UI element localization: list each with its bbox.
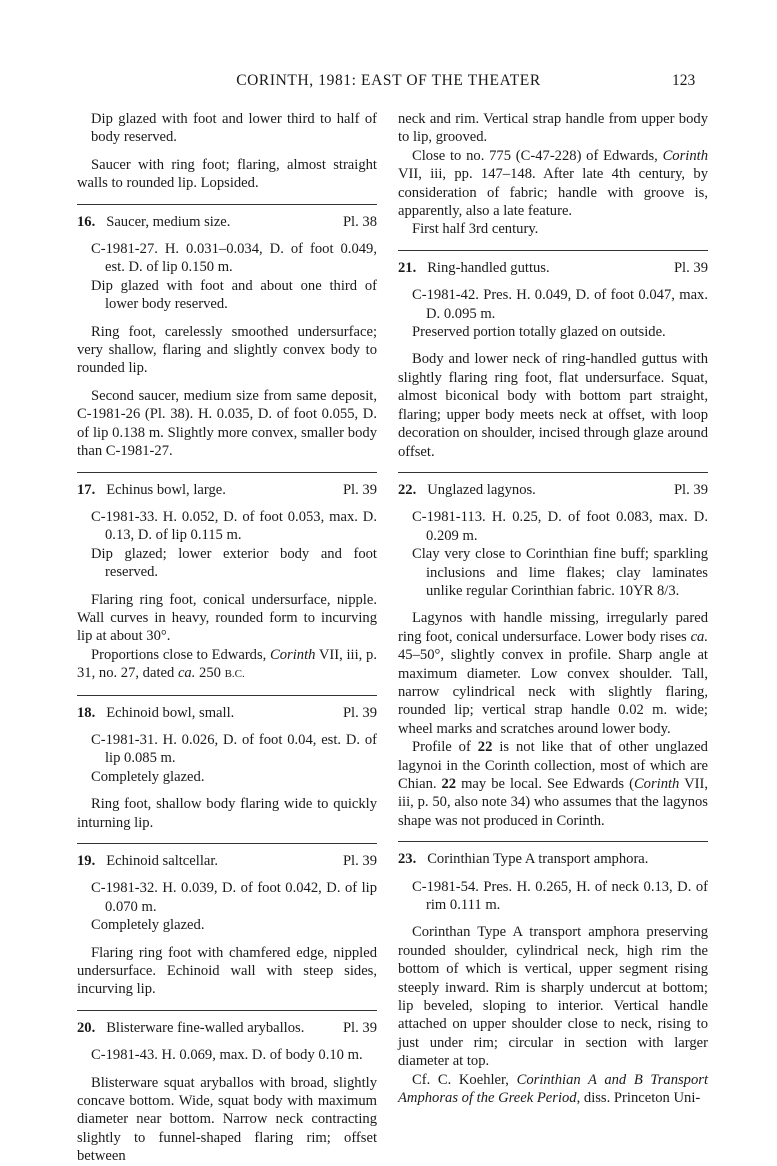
- entry-divider: [398, 841, 708, 842]
- entry-20-description-continued: neck and rim. Vertical strap handle from upper body to lip, grooved.: [398, 111, 708, 146]
- entry-20-description: Blisterware squat aryballos with broad, slightly concave bottom. Wide, squat body with maximum diameter near bottom. Narrow neck contracting slightly to funnel-shaped flaring rim; offset between: [77, 1074, 377, 1165]
- entry-19-description: Flaring ring foot with chamfered edge, nippled undersurface. Echinoid wall with steep sides, incurving lip.: [77, 944, 377, 998]
- entry-22-clay: Clay very close to Corinthian fine buff; sparkling inclusions and lime flakes; clay laminates unlike regular Corinthian fabric. 10YR 8/3.: [412, 546, 708, 599]
- entry-22-heading: [398, 481, 708, 499]
- entry-16-glaze: Dip glazed with foot and about one third of lower body reserved.: [91, 277, 377, 313]
- entry-18-description: Ring foot, shallow body flaring wide to quickly inturning lip.: [77, 796, 377, 831]
- entry-divider: [77, 695, 377, 696]
- entry-divider: [398, 250, 708, 251]
- entry-22-plate: Pl. 39: [673, 481, 708, 498]
- entry-21-plate: Pl. 39: [673, 259, 708, 276]
- entry-23-reference: Cf. C. Koehler, Corinthian A and B Transport Amphoras of the Greek Period, diss. Princeton Uni-: [398, 1071, 708, 1107]
- entry-16-measurements: C-1981-27. H. 0.031–0.034, D. of foot 0.049, est. D. of lip 0.150 m.: [91, 241, 377, 276]
- entry-20-title: Blisterware fine-walled aryballos.: [106, 1019, 305, 1036]
- entry-17-measurements: C-1981-33. H. 0.052, D. of foot 0.053, max. D. 0.13, D. of lip 0.115 m.: [91, 508, 377, 544]
- entry-18-heading: [77, 704, 377, 722]
- entry-divider: [398, 472, 708, 473]
- entry-17-plate: Pl. 39: [342, 481, 377, 498]
- entry-16-plate: Pl. 38: [342, 213, 377, 230]
- entry-16-description: Ring foot, carelessly smoothed undersurface; very shallow, flaring and slightly convex body to rounded lip.: [77, 323, 377, 377]
- entry-23-measurements: C-1981-54. Pres. H. 0.265, H. of neck 0.13, D. of rim 0.111 m.: [412, 878, 708, 914]
- page-number: 123: [672, 72, 696, 89]
- entry-divider: [77, 472, 377, 473]
- entry-23-description: Corinthan Type A transport amphora preserving rounded shoulder, cylindrical neck, high rim the bottom of which is vertical, upper segment rising steeply inward. Rim is sharply undercut at bottom; lip beveled, sloping to interior. Vertical handle attached on upper shoulder close to neck, rising to just under rim; circular in section with larger diameter at top.: [398, 924, 708, 1070]
- entry-20-heading: [77, 1019, 377, 1037]
- entry-21-glaze: Preserved portion totally glazed on outside.: [412, 324, 666, 341]
- entry-16-heading: [77, 213, 377, 231]
- entry-16-title: Saucer, medium size.: [106, 213, 231, 230]
- entry-20-reference: Close to no. 775 (C-47-228) of Edwards, Corinth VII, iii, pp. 147–148. After late 4th century, by consideration of fabric; handle with groove is, apparently, also a late feature.: [398, 147, 708, 220]
- right-column: [398, 110, 708, 1108]
- intro-glaze: Dip glazed with foot and lower third to half of body reserved.: [91, 111, 377, 146]
- entry-22-measurements: C-1981-113. H. 0.25, D. of foot 0.083, max. D. 0.209 m.: [412, 509, 708, 544]
- entry-18-glaze: Completely glazed.: [91, 768, 205, 785]
- entry-18-title: Echinoid bowl, small.: [106, 704, 235, 721]
- entry-20-measurements: C-1981-43. H. 0.069, max. D. of body 0.10 m.: [91, 1047, 363, 1064]
- entry-21-description: Body and lower neck of ring-handled guttus with slightly flaring ring foot, flat undersurface. Squat, almost biconical body with bottom part straight, flaring; upper body meets neck at offset, with loop decoration on shoulder, incised through glaze around offset.: [398, 351, 708, 460]
- entry-19-title: Echinoid saltcellar.: [106, 853, 219, 869]
- entry-17-heading: [77, 481, 377, 499]
- entry-divider: [77, 204, 377, 205]
- entry-17-title: Echinus bowl, large.: [106, 481, 226, 498]
- entry-19-number: 19.: [77, 853, 96, 869]
- entry-17-description: Flaring ring foot, conical undersurface, nipple. Wall curves in heavy, rounded form to incurving lip at about 30°.: [77, 591, 377, 645]
- entry-17-glaze: Dip glazed; lower exterior body and foot reserved.: [91, 545, 377, 581]
- entry-22-description: Lagynos with handle missing, irregularly pared ring foot, conical undersurface. Lower body rises ca. 45–50°, slightly convex in profile. Sharp angle at maximum diameter. Low convex shoulder. Tall, narrow cylindrical neck with slightly flaring, rounded lip; vertical strap handle 0.02 m. wide; wheel marks and scratches around lower body.: [398, 610, 708, 737]
- entry-20-date: First half 3rd century.: [412, 221, 539, 238]
- entry-23-title: Corinthian Type A transport amphora.: [427, 851, 649, 868]
- running-header: CORINTH, 1981: EAST OF THE THEATER: [236, 72, 541, 89]
- entry-21-measurements: C-1981-42. Pres. H. 0.049, D. of foot 0.047, max. D. 0.095 m.: [412, 287, 708, 322]
- entry-19-measurements: C-1981-32. H. 0.039, D. of foot 0.042, D. of lip 0.070 m.: [91, 880, 377, 915]
- entry-19-plate: Pl. 39: [342, 853, 377, 869]
- entry-21-heading: [398, 259, 708, 277]
- entry-17-reference: Proportions close to Edwards, Corinth VII, iii, p. 31, no. 27, dated ca. 250 B.C.: [77, 646, 377, 682]
- intro-description: Saucer with ring foot; flaring, almost straight walls to rounded lip. Lopsided.: [77, 156, 377, 192]
- entry-22-title: Unglazed lagynos.: [427, 481, 536, 498]
- entry-22-note: Profile of 22 is not like that of other unglazed lagynoi in the Corinth collection, most of which are Chian. 22 may be local. See Edwards (Corinth VII, iii, p. 50, also note 34) who assumes that the lagynos shape was not produced in Corinth.: [398, 739, 708, 829]
- entry-19-glaze: Completely glazed.: [91, 917, 205, 934]
- entry-20-number: 20.: [77, 1019, 96, 1036]
- entry-16-number: 16.: [77, 213, 96, 230]
- entry-23-number: 23.: [398, 851, 417, 868]
- entry-divider: [77, 1010, 377, 1011]
- entry-18-number: 18.: [77, 704, 96, 721]
- entry-20-plate: Pl. 39: [342, 1019, 377, 1036]
- entry-18-measurements: C-1981-31. H. 0.026, D. of foot 0.04, est. D. of lip 0.085 m.: [91, 731, 377, 767]
- left-column: [77, 110, 377, 1166]
- entry-23-heading: [398, 850, 708, 868]
- entry-22-number: 22.: [398, 481, 417, 498]
- entry-divider: [77, 843, 377, 844]
- entry-19-heading: [77, 852, 377, 870]
- entry-18-plate: Pl. 39: [342, 704, 377, 721]
- entry-21-title: Ring-handled guttus.: [427, 259, 550, 276]
- entry-16-note: Second saucer, medium size from same deposit, C-1981-26 (Pl. 38). H. 0.035, D. of foot 0.055, D. of lip 0.138 m. Slightly more convex, smaller body than C-1981-27.: [77, 387, 377, 460]
- entry-21-number: 21.: [398, 259, 417, 276]
- entry-17-number: 17.: [77, 481, 96, 498]
